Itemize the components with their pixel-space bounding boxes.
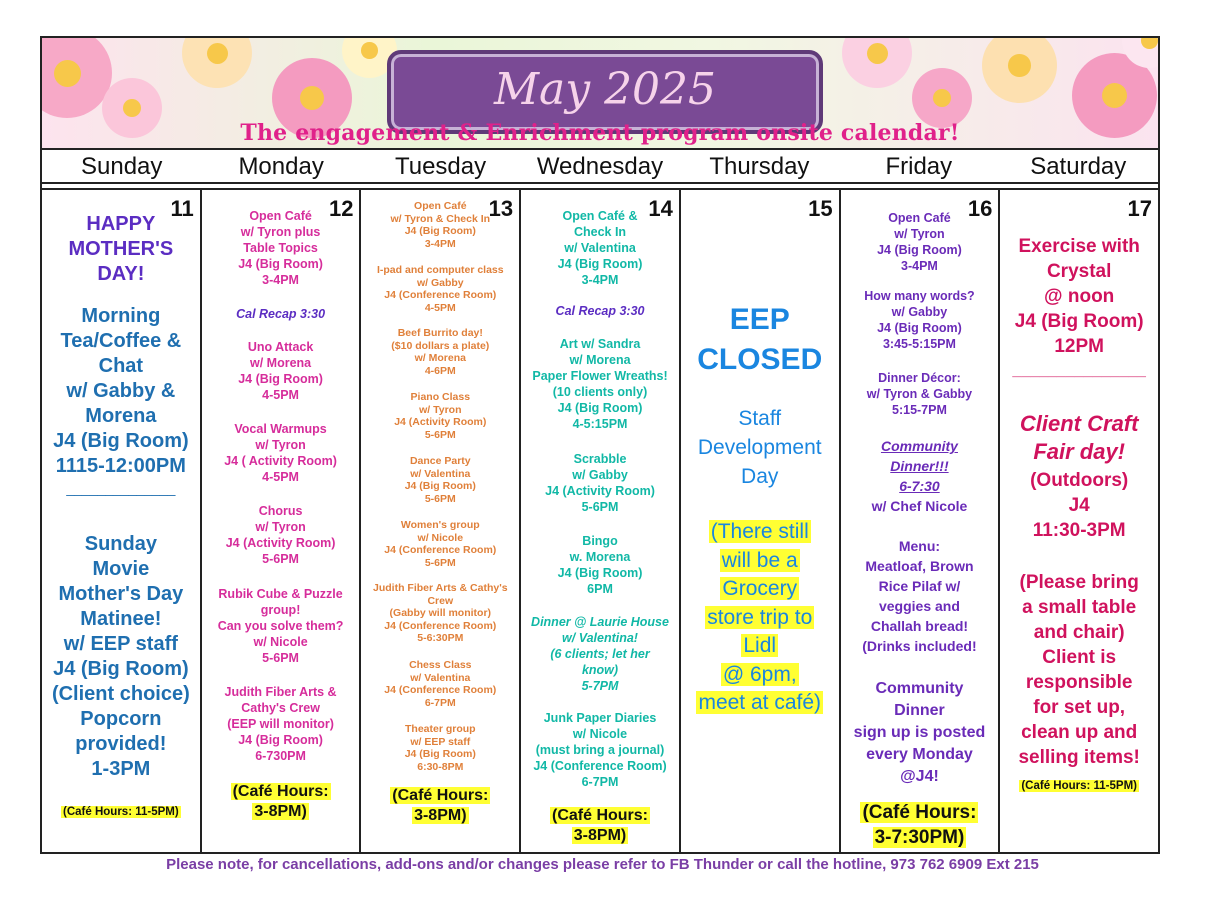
event-dinner-decor [841, 370, 999, 418]
cafe-hours-text: 3-8PM) [254, 803, 307, 820]
event-line: (Gabby will monitor) [389, 607, 492, 620]
event-line: (EEP will monitor) [227, 717, 334, 731]
event-line: store trip to [707, 605, 813, 629]
event-line: Scrabble [573, 452, 627, 466]
day-number: 16 [967, 196, 993, 221]
event-line: J4 [1068, 495, 1090, 516]
event-line: w/ Valentina! [562, 631, 638, 645]
event-line: w/ Nicole [417, 531, 464, 544]
day-number: 12 [328, 196, 354, 221]
event-line: w/ Nicole [572, 727, 628, 741]
event-line: DAY! [97, 263, 145, 285]
event-line: J4 (Big Room) [404, 480, 476, 493]
weekday-tuesday: Tuesday [394, 153, 487, 180]
event-line: 5-6PM [424, 492, 456, 505]
event-line: w/ Tyron & Check In [390, 212, 491, 225]
event-line: Community [875, 680, 964, 697]
event-line: 5:15-7PM [892, 403, 947, 417]
event-how-many-words [841, 288, 999, 352]
day-cell-tuesday [361, 190, 521, 852]
eep-closed-notice [681, 300, 839, 380]
event-line: (10 clients only) [552, 385, 648, 399]
event-line: 5-7PM [581, 679, 619, 693]
event-line: J4 (Big Room) [877, 321, 962, 335]
event-line: Matinee! [80, 608, 162, 630]
cafe-hours-text: (Café Hours: [552, 807, 649, 824]
event-line: Challah bread! [870, 618, 969, 634]
event-line: Open Café & [562, 209, 638, 223]
event-open-cafe [841, 210, 999, 274]
event-cal-recap: Cal Recap 3:30 [555, 304, 645, 318]
event-line: Dinner @ Laurie House [531, 615, 669, 629]
event-rubik-cube [202, 586, 360, 666]
cafe-hours-text: (Café Hours: [232, 783, 329, 800]
event-line: Fair day! [1033, 439, 1126, 464]
event-line: J4 (Activity Room) [225, 536, 336, 550]
event-line: w/ Valentina [410, 671, 471, 684]
event-line: w/ EEP staff [63, 633, 178, 655]
event-line: Bingo [582, 534, 618, 548]
chef-label: w/ Chef Nicole [871, 498, 968, 514]
event-line: Beef Burrito day! [397, 327, 483, 339]
event-open-cafe [361, 200, 519, 250]
cafe-hours-text: (Café Hours: [862, 802, 977, 823]
event-chorus [202, 503, 360, 567]
event-line: Popcorn [80, 708, 162, 730]
event-line: J4 (Big Room) [238, 372, 323, 386]
event-line: (Please bring [1019, 572, 1139, 593]
weekday-saturday: Saturday [1030, 153, 1127, 180]
day-number: 17 [1127, 196, 1153, 221]
client-craft-fair [1000, 410, 1158, 466]
event-line: 6-730PM [255, 749, 306, 763]
event-line: Chess Class [409, 659, 472, 671]
divider-line: _______________ [1012, 362, 1146, 379]
event-vocal-warmups [202, 421, 360, 485]
event-line: 4-5PM [424, 301, 456, 314]
event-line: Client is [1042, 647, 1117, 668]
event-line: J4 (Activity Room) [394, 416, 487, 429]
event-line: w/ Tyron [894, 227, 945, 241]
day-cell-sunday [42, 190, 202, 852]
event-line: J4 (Big Room) [53, 658, 189, 680]
event-line: know) [581, 663, 619, 677]
event-beef-burrito [361, 327, 519, 377]
event-line: Crew [427, 594, 454, 607]
flower-decoration [912, 68, 972, 128]
event-line: J4 (Big Room) [877, 243, 962, 257]
event-line: 3:45-5:15PM [882, 337, 956, 351]
event-line: Chorus [258, 504, 303, 518]
event-line: J4 (Activity Room) [545, 484, 655, 498]
event-line: J4 (Conference Room) [533, 759, 667, 773]
day-cell-monday [202, 190, 362, 852]
event-line: Mother's Day [58, 583, 184, 605]
day-number: 13 [488, 196, 514, 221]
event-line: 11:30-3PM [1032, 520, 1126, 541]
event-line: 3-4PM [424, 237, 456, 250]
event-ipad-class [361, 264, 519, 314]
event-line: provided! [75, 733, 167, 755]
event-line: (Drinks included! [862, 638, 977, 654]
flower-decoration [182, 38, 252, 88]
event-line: @J4! [900, 768, 939, 785]
event-dinner-laurie-house [521, 614, 679, 694]
event-line: every Monday [866, 746, 973, 763]
event-line: Tea/Coffee & [60, 330, 182, 352]
event-line: J4 (Conference Room) [384, 544, 497, 557]
event-line: J4 (Big Room) [404, 748, 476, 761]
event-movie-matinee [42, 532, 200, 782]
day-number: 15 [808, 196, 833, 221]
event-line: w/ Tyron [419, 403, 462, 416]
day-number: 14 [648, 196, 673, 221]
event-line: Junk Paper Diaries [543, 711, 657, 725]
event-line: @ 6pm, [722, 662, 797, 686]
event-line: J4 (Big Room) [557, 566, 643, 580]
cafe-hours [361, 786, 519, 826]
event-theater-group [361, 723, 519, 773]
event-line: selling items! [1018, 747, 1140, 768]
event-line: J4 (Conference Room) [384, 684, 497, 697]
event-line: w/ Tyron plus [240, 225, 321, 239]
event-line: 6PM [587, 582, 613, 596]
event-line: w/ Valentina [410, 467, 471, 480]
event-line: (must bring a journal) [535, 743, 665, 757]
event-line: Paper Flower Wreaths! [532, 369, 668, 383]
day-cell-friday [841, 190, 1001, 852]
event-line: J4 (Big Room) [557, 257, 643, 271]
event-dance-party [361, 455, 519, 505]
event-line: will be a [721, 548, 798, 572]
event-womens-group [361, 519, 519, 569]
event-line: w/ Gabby [891, 305, 948, 319]
grocery-trip-note [681, 518, 839, 718]
event-line: 5-6PM [262, 651, 299, 665]
cafe-hours [841, 800, 999, 850]
event-line: w/ Morena [569, 353, 631, 367]
event-line: J4 (Big Room) [238, 733, 323, 747]
staff-development-day [681, 404, 839, 491]
event-community-dinner [841, 436, 999, 496]
weekday-friday: Friday [885, 153, 953, 180]
event-scrabble [521, 451, 679, 515]
event-line: (Client choice) [51, 683, 190, 705]
event-line: HAPPY [86, 213, 156, 235]
event-line: Can you solve them? [217, 619, 344, 633]
event-line: Theater group [405, 723, 476, 735]
event-morning-tea [42, 304, 200, 479]
event-line: Check In [573, 225, 627, 239]
event-line: J4 (Big Room) [1014, 311, 1144, 332]
page-subtitle: The engagement & Enrichment program onsite calendar! [240, 120, 960, 146]
event-line: 12PM [1054, 336, 1104, 357]
event-line: w/ Morena [250, 356, 312, 370]
event-chess-class [361, 659, 519, 709]
event-line: Uno Attack [247, 340, 314, 354]
event-line: I-pad and computer class [376, 264, 504, 276]
event-line: 4-5PM [262, 388, 299, 402]
event-line: Community [880, 438, 958, 454]
event-line: (Outdoors) [1030, 470, 1129, 491]
event-line: Cathy's Crew [241, 701, 320, 715]
header-banner [42, 38, 1158, 148]
event-bingo [521, 533, 679, 597]
event-line: Dinner [894, 702, 945, 719]
event-uno-attack [202, 339, 360, 403]
event-line: 1-3PM [91, 758, 151, 780]
event-line: Development [697, 436, 822, 459]
event-open-cafe [521, 208, 679, 288]
event-line: Staff [738, 407, 782, 430]
event-line: 5-6PM [262, 552, 299, 566]
event-line: 5-6PM [581, 500, 619, 514]
event-line: 6-7PM [424, 696, 456, 709]
event-junk-paper-diaries [521, 710, 679, 790]
event-exercise-crystal [1000, 234, 1158, 359]
event-piano-class [361, 391, 519, 441]
event-line: w/ Gabby [416, 276, 464, 289]
event-line: 1115-12:00PM [55, 455, 186, 477]
event-line: Judith Fiber Arts & [224, 685, 337, 699]
event-line: Meatloaf, Brown [865, 558, 974, 574]
event-line: Menu: [898, 538, 941, 554]
event-line: group! [260, 603, 301, 617]
event-line: w/ Morena [414, 352, 466, 365]
event-line: J4 (Big Room) [53, 430, 189, 452]
event-line: Rice Pilaf w/ [878, 578, 961, 594]
day-cell-saturday [1000, 190, 1158, 852]
event-line: 6-7PM [581, 775, 619, 789]
event-line: 5-6PM [424, 428, 456, 441]
event-line: w. Morena [569, 550, 631, 564]
cafe-hours [1000, 780, 1158, 792]
footer-note: Please note, for cancellations, add-ons and/or changes please refer to FB Thunder or call the hotline, 973 762 6909 Ext 215 [166, 856, 1039, 873]
weekday-thursday: Thursday [709, 153, 810, 180]
calendar-grid [42, 188, 1158, 852]
event-line: w/ Tyron [255, 438, 306, 452]
event-line: CLOSED [697, 343, 823, 376]
event-line: Rubik Cube & Puzzle [218, 587, 343, 601]
cafe-hours-text: (Café Hours: [392, 787, 489, 804]
event-line: Sunday [84, 533, 157, 555]
event-line: w/ Gabby [572, 468, 628, 482]
event-cal-recap: Cal Recap 3:30 [236, 307, 326, 321]
cafe-hours [202, 782, 360, 822]
event-line: meet at café) [698, 691, 822, 714]
event-line: and chair) [1033, 622, 1125, 643]
page-title: May 2025 [493, 64, 717, 115]
event-line: 3-4PM [901, 259, 938, 273]
event-line: 5-6:30PM [417, 632, 464, 645]
event-line: Exercise with [1018, 236, 1140, 257]
cafe-hours-text: (Café Hours: 11-5PM) [63, 806, 179, 818]
event-line: J4 (Big Room) [238, 257, 323, 271]
event-line: ($10 dollars a plate) [391, 339, 490, 352]
cafe-hours-text: 3-7:30PM) [874, 827, 965, 848]
weekday-monday: Monday [238, 153, 324, 180]
event-line: Open Café [249, 209, 312, 223]
event-line: Women's group [400, 519, 480, 531]
cafe-hours-text: 3-8PM) [573, 827, 627, 844]
event-line: How many words? [864, 289, 975, 303]
event-fiber-arts [202, 684, 360, 764]
signup-notice [841, 678, 999, 788]
weekday-wednesday: Wednesday [536, 153, 664, 180]
event-line: Morena [85, 405, 157, 427]
event-line: Dinner Décor: [878, 371, 961, 385]
event-line: MOTHER'S [68, 238, 174, 260]
event-line: w/ Tyron & Gabby [866, 387, 973, 401]
flower-decoration [842, 38, 912, 88]
craft-fair-note [1000, 570, 1158, 770]
event-line: Chat [98, 355, 144, 377]
event-line: Open Café [414, 200, 467, 212]
cafe-hours-text: (Café Hours: 11-5PM) [1021, 780, 1137, 792]
event-line: Vocal Warmups [234, 422, 327, 436]
event-line: veggies and [878, 598, 960, 614]
event-line: @ noon [1044, 286, 1115, 307]
event-line: w/ Valentina [564, 241, 636, 255]
event-line: J4 ( Activity Room) [224, 454, 337, 468]
event-open-cafe [202, 208, 360, 288]
event-line: (6 clients; let her [550, 647, 650, 661]
event-line: Movie [92, 558, 150, 580]
divider-line: ______________ [66, 480, 176, 496]
event-line: for set up, [1033, 697, 1126, 718]
calendar-frame [40, 36, 1160, 854]
day-cell-thursday [681, 190, 841, 852]
event-line: 5-6PM [424, 556, 456, 569]
event-line: w/ Tyron [255, 520, 306, 534]
event-line: J4 (Big Room) [557, 401, 643, 415]
event-art-wreaths [521, 336, 679, 432]
event-line: EEP [729, 303, 790, 336]
event-line: (There still [710, 520, 809, 543]
event-line: 4-5PM [262, 470, 299, 484]
day-cell-wednesday [521, 190, 681, 852]
event-line: a small table [1022, 597, 1137, 618]
event-line: w/ Gabby & [66, 380, 176, 402]
event-line: Morning [81, 305, 161, 327]
event-line: Grocery [722, 577, 798, 600]
craft-fair-details [1000, 468, 1158, 543]
event-line: Piano Class [410, 391, 471, 403]
day-number: 11 [170, 196, 194, 221]
event-line: 4-6PM [424, 364, 456, 377]
event-line: Crystal [1046, 261, 1112, 282]
event-line: Table Topics [243, 241, 318, 255]
event-line: J4 (Conference Room) [384, 289, 497, 302]
event-line: Lidl [743, 634, 777, 657]
event-line: clean up and [1021, 722, 1138, 743]
event-line: J4 (Conference Room) [384, 619, 497, 632]
flower-decoration [982, 38, 1057, 103]
weekday-header-row [42, 148, 1158, 184]
event-line: 3-4PM [262, 273, 299, 287]
event-line: w/ EEP staff [410, 735, 471, 748]
event-line: Dance Party [409, 455, 471, 467]
weekday-sunday: Sunday [81, 153, 163, 180]
event-line: Client Craft [1019, 411, 1139, 436]
event-line: 6-7:30 [899, 478, 940, 494]
dinner-menu [841, 536, 999, 656]
event-fiber-arts [361, 582, 519, 645]
event-line: sign up is posted [853, 724, 986, 741]
event-line: Day [741, 465, 779, 488]
event-line: Judith Fiber Arts & Cathy's [373, 582, 508, 594]
event-line: responsible [1025, 672, 1133, 693]
event-line: 4-5:15PM [572, 417, 628, 431]
mothers-day-greeting [42, 212, 200, 287]
event-line: Dinner!!! [890, 458, 949, 474]
event-line: 3-4PM [581, 273, 619, 287]
event-line: 6:30-8PM [417, 760, 464, 773]
event-line: w/ Nicole [253, 635, 308, 649]
cafe-hours [42, 806, 200, 818]
cafe-hours [521, 806, 679, 846]
event-line: Open Café [888, 211, 951, 225]
cafe-hours-text: 3-8PM) [414, 807, 467, 824]
event-line: Art w/ Sandra [559, 337, 641, 351]
event-line: J4 (Big Room) [404, 225, 476, 238]
